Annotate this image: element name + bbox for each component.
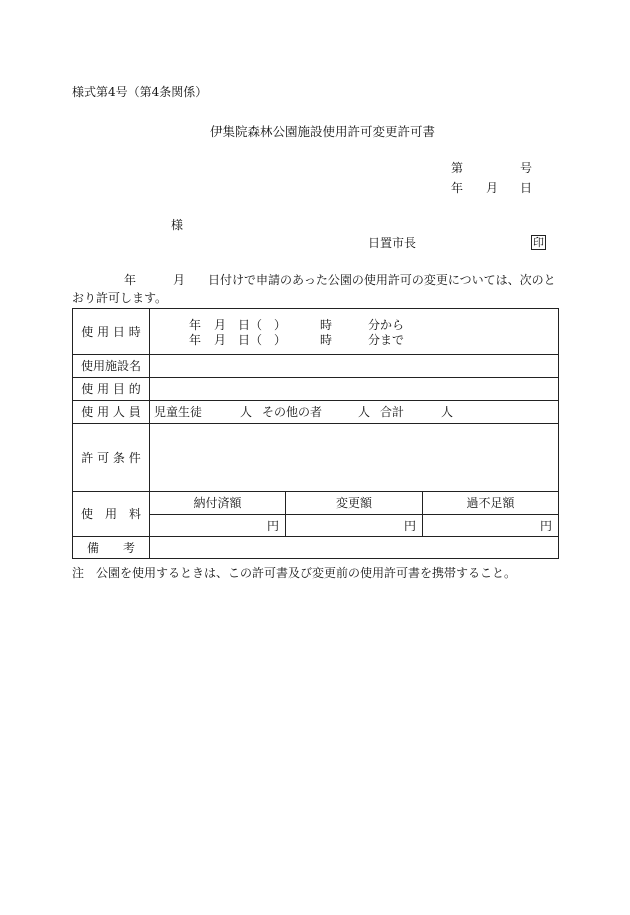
purpose-field[interactable] <box>150 378 559 401</box>
row-facility-name <box>73 355 559 378</box>
label-remarks: 備 考 <box>73 537 150 559</box>
row-people <box>73 401 559 424</box>
facility-name-field[interactable] <box>150 355 559 378</box>
row-usage-datetime <box>73 309 559 355</box>
body-year: 年 <box>124 273 137 287</box>
doc-number-dai: 第 <box>451 161 464 175</box>
people-unit-3: 人 <box>441 405 454 419</box>
form-number: 様式第4号（第4条関係） <box>72 85 208 99</box>
label-usage-datetime: 使 用 日 時 <box>73 309 150 355</box>
people-unit-1: 人 <box>240 405 253 419</box>
date-month: 月 <box>486 181 499 195</box>
recipient-sama: 様 <box>171 218 184 232</box>
label-facility-name: 使用施設名 <box>73 355 150 378</box>
dt2-min: 分まで <box>368 333 405 347</box>
dt1-year: 年 <box>189 318 202 332</box>
body-month: 月 <box>173 273 186 287</box>
label-fee: 使 用 料 <box>73 492 150 537</box>
dt1-hour: 時 <box>320 318 333 332</box>
doc-number-go: 号 <box>520 161 533 175</box>
date-day: 日 <box>520 181 533 195</box>
row-conditions <box>73 424 559 492</box>
dt2-hour: 時 <box>320 333 333 347</box>
fee-header-paid: 納付済額 <box>150 492 286 515</box>
dt1-min: 分から <box>368 318 405 332</box>
fee-header-change: 変更額 <box>286 492 423 515</box>
label-purpose: 使 用 目 的 <box>73 378 150 401</box>
label-people: 使 用 人 員 <box>73 401 150 424</box>
people-children-label: 児童生徒 <box>154 405 203 419</box>
issuer-name: 日置市長 <box>368 236 417 250</box>
body-line1: 日付けで申請のあった公園の使用許可の変更については、次のと <box>208 273 556 287</box>
date-year: 年 <box>451 181 464 195</box>
label-conditions: 許 可 条 件 <box>73 424 150 492</box>
dt2-day: 日（ ） <box>238 333 287 347</box>
seal-mark <box>531 235 546 250</box>
permit-form-table <box>72 308 559 559</box>
row-purpose <box>73 378 559 401</box>
remarks-field[interactable] <box>150 537 559 559</box>
people-others-label: その他の者 <box>262 405 323 419</box>
conditions-field[interactable] <box>150 424 559 492</box>
footer-note: 注 公園を使用するときは、この許可書及び変更前の使用許可書を携帯すること。 <box>72 566 517 580</box>
fee-paid-field[interactable]: 円 <box>150 515 286 537</box>
people-cell[interactable] <box>150 401 559 424</box>
usage-datetime-cell[interactable] <box>150 309 559 355</box>
fee-header-diff: 過不足額 <box>423 492 559 515</box>
dt1-month: 月 <box>214 318 227 332</box>
dt1-day: 日（ ） <box>238 318 287 332</box>
document-title: 伊集院森林公園施設使用許可変更許可書 <box>210 124 436 139</box>
people-total-label: 合計 <box>380 405 405 419</box>
people-unit-2: 人 <box>358 405 371 419</box>
row-fee-header <box>73 492 559 515</box>
row-remarks <box>73 537 559 559</box>
seal-box: 印 <box>533 236 544 249</box>
dt2-year: 年 <box>189 333 202 347</box>
fee-diff-field[interactable]: 円 <box>423 515 559 537</box>
fee-change-field[interactable]: 円 <box>286 515 423 537</box>
body-line2: おり許可します。 <box>72 291 168 305</box>
dt2-month: 月 <box>214 333 227 347</box>
